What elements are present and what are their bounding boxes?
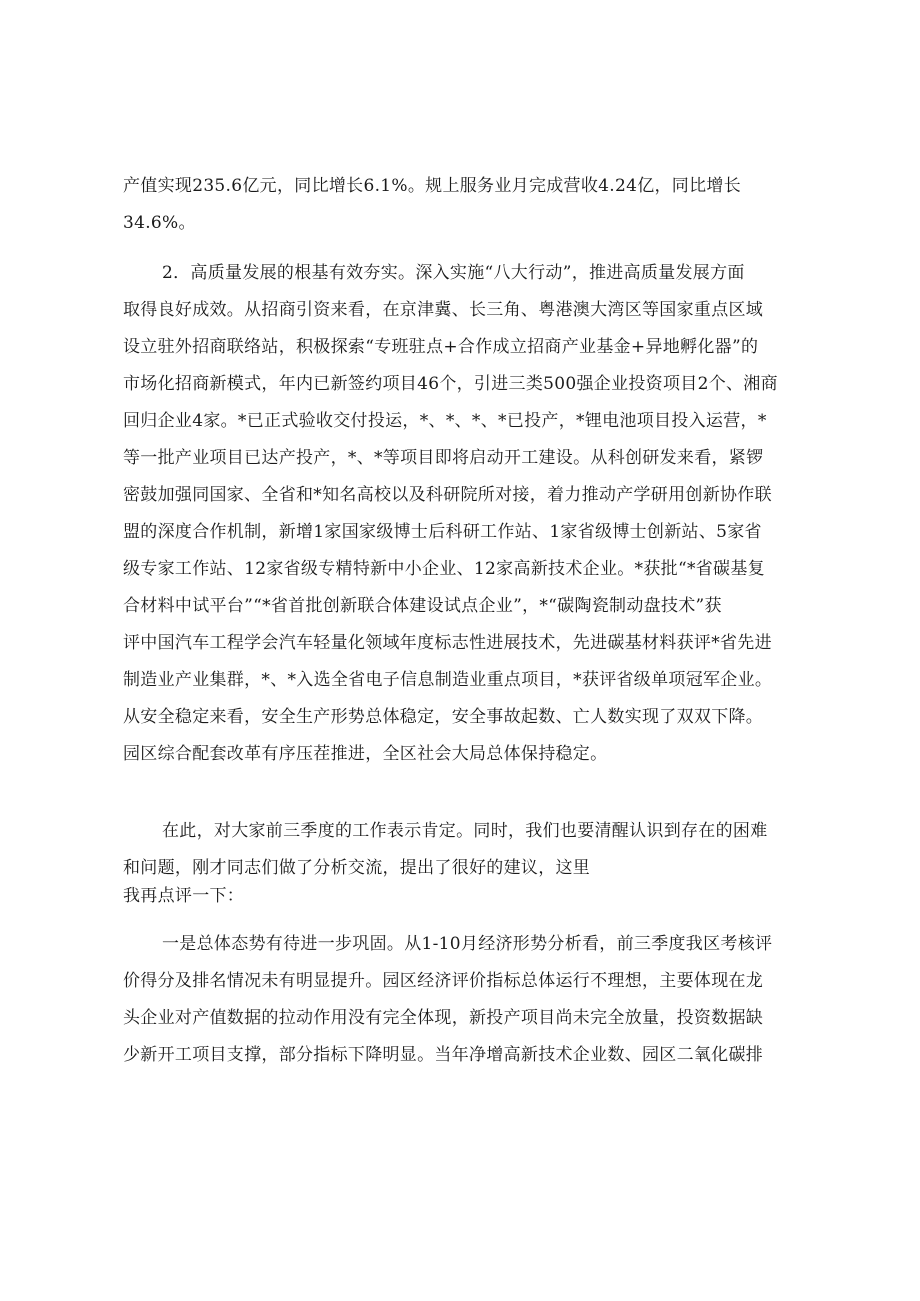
paragraph-start-line: 2．高质量发展的根基有效夯实。深入实施“八大行动”，推进高质量发展方面 <box>162 263 745 283</box>
text-line: 设立驻外招商联络站，积极探索“专班驻点+合作成立招商产业基金+异地孵化器”的 <box>123 337 759 357</box>
text-line: 34.6%。 <box>123 213 196 233</box>
text-line: 市场化招商新模式，年内已新签约项目46个，引进三类500强企业投资项目2个、湘商 <box>123 374 778 394</box>
text-line: 等一批产业项目已达产投产，*、*等项目即将启动开工建设。从科创研发来看，紧锣 <box>123 448 764 468</box>
text-line: 回归企业4家。*已正式验收交付投运，*、*、*、*已投产，*锂电池项目投入运营，* <box>123 411 767 431</box>
text-line: 和问题，刚才同志们做了分析交流，提出了很好的建议，这里 <box>123 858 591 878</box>
text-line: 价得分及排名情况未有明显提升。园区经济评价指标总体运行不理想，主要体现在龙 <box>123 971 764 991</box>
text-line: 级专家工作站、12家省级专精特新中小企业、12家高新技术企业。*获批“*省碳基复 <box>123 559 765 579</box>
text-line: 合材料中试平台”“*省首批创新联合体建设试点企业”，*“碳陶瓷制动盘技术”获 <box>123 596 722 616</box>
text-line: 头企业对产值数据的拉动作用没有完全体现，新投产项目尚未完全放量，投资数据缺 <box>123 1008 764 1028</box>
text-line: 制造业产业集群，*、*入选全省电子信息制造业重点项目，*获评省级单项冠军企业。 <box>123 670 773 690</box>
text-line: 评中国汽车工程学会汽车轻量化领域年度标志性进展技术，先进碳基材料获评*省先进 <box>123 633 772 653</box>
text-line: 密鼓加强同国家、全省和*知名高校以及科研院所对接，着力推动产学研用创新协作联 <box>123 485 772 505</box>
text-line: 我再点评一下： <box>123 886 245 906</box>
text-line: 园区综合配套改革有序压茬推进，全区社会大局总体保持稳定。 <box>123 744 608 764</box>
paragraph-start-line: 在此，对大家前三季度的工作表示肯定。同时，我们也要清醒认识到存在的困难 <box>162 821 768 841</box>
text-line: 取得良好成效。从招商引资来看，在京津冀、长三角、粤港澳大湾区等国家重点区域 <box>123 300 764 320</box>
paragraph-start-line: 一是总体态势有待进一步巩固。从1-10月经济形势分析看，前三季度我区考核评 <box>162 934 773 954</box>
text-line: 盟的深度合作机制，新增1家国家级博士后科研工作站、1家省级博士创新站、5家省 <box>123 522 762 542</box>
text-line: 从安全稳定来看，安全生产形势总体稳定，安全事故起数、亡人数实现了双双下降。 <box>123 707 764 727</box>
text-line: 产值实现235.6亿元，同比增长6.1%。规上服务业月完成营收4.24亿，同比增长 <box>123 176 742 196</box>
text-line: 少新开工项目支撑，部分指标下降明显。当年净增高新技术企业数、园区二氧化碳排 <box>123 1045 764 1065</box>
